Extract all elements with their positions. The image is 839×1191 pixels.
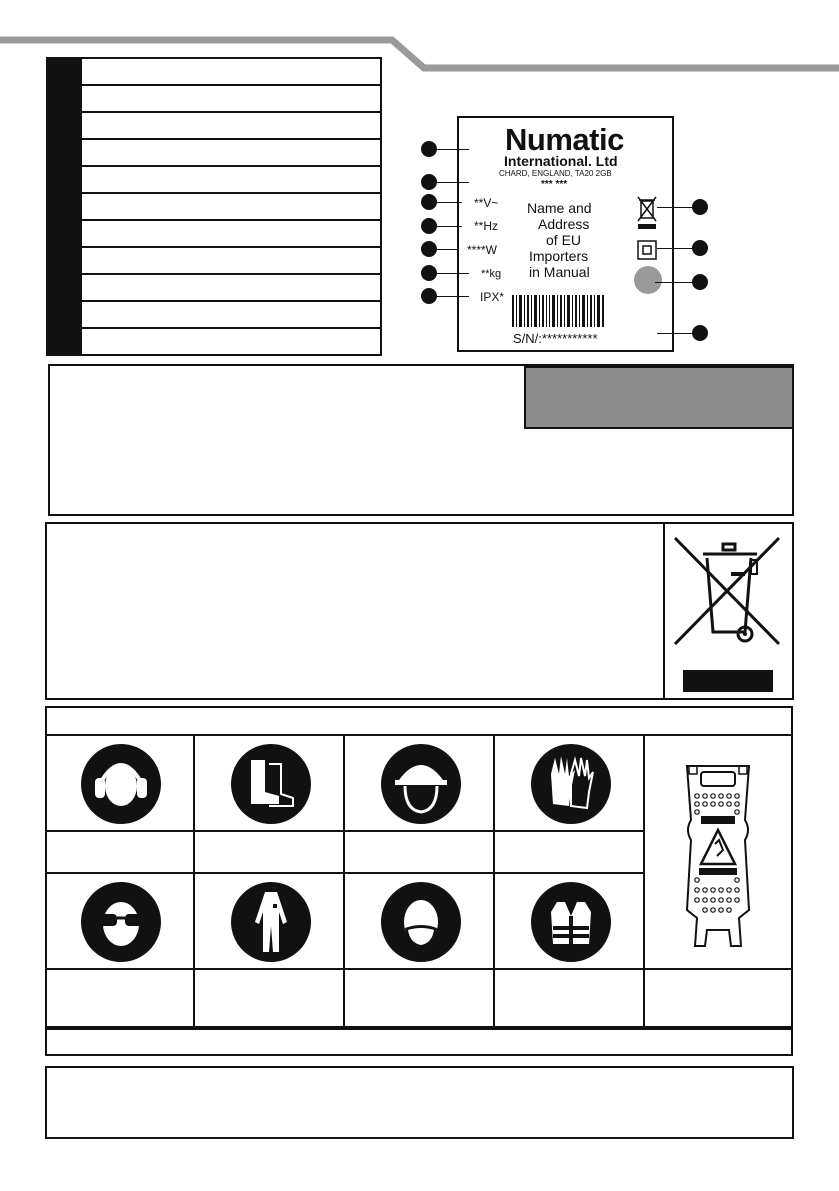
callout-marker	[692, 240, 708, 256]
coverall-icon	[231, 882, 311, 962]
callout-marker	[421, 288, 437, 304]
callout-marker	[421, 265, 437, 281]
ppe-note-row	[47, 1028, 791, 1030]
leader-line	[657, 207, 692, 208]
weight-value: **kg	[481, 268, 502, 280]
legend-row	[82, 59, 380, 86]
callout-marker	[421, 194, 437, 210]
importer-line-3: of EU	[546, 232, 582, 248]
legend-row	[82, 194, 380, 221]
weee-crossed-bin-icon	[669, 532, 787, 692]
ppe-label-cell	[195, 832, 345, 874]
legend-table	[46, 57, 382, 356]
legend-row	[82, 86, 380, 113]
ppe-label-cell	[47, 832, 195, 874]
company-address: CHARD, ENGLAND, TA20 2GB	[499, 169, 612, 178]
dust-mask-icon	[381, 882, 461, 962]
importer-line-2: Address	[538, 216, 590, 232]
double-insulation-icon	[637, 240, 657, 260]
leader-line	[657, 333, 692, 334]
legend-row	[82, 221, 380, 248]
callout-marker	[692, 325, 708, 341]
ppe-label-cell	[47, 970, 195, 1028]
certification-mark-icon	[634, 266, 662, 294]
safety-boots-icon	[231, 744, 311, 824]
voltage-value: **V~	[474, 196, 499, 210]
ear-protection-icon	[81, 744, 161, 824]
callout-marker	[421, 218, 437, 234]
leader-line	[437, 149, 469, 150]
model-code: *** ***	[541, 179, 568, 190]
ppe-label-cell	[495, 970, 645, 1028]
ppe-label-cell	[345, 970, 495, 1028]
legend-row	[82, 113, 380, 140]
eye-protection-icon	[81, 882, 161, 962]
importer-line-4: Importers	[529, 248, 589, 264]
ppe-label-cell	[645, 970, 791, 1028]
importer-line-1: Name and	[527, 200, 592, 216]
leader-line	[437, 202, 462, 203]
bottom-note-box	[45, 1066, 794, 1139]
legend-row	[82, 167, 380, 194]
power-value: ****W	[467, 243, 498, 257]
callout-marker	[421, 174, 437, 190]
frequency-value: **Hz	[474, 219, 499, 233]
legend-row	[82, 140, 380, 167]
leader-line	[655, 282, 692, 283]
brand-name: Numatic	[505, 122, 624, 157]
rating-label	[457, 116, 674, 352]
leader-line	[657, 248, 692, 249]
ppe-label-cell	[345, 832, 495, 874]
callout-marker	[421, 241, 437, 257]
company-name: International. Ltd	[504, 153, 618, 169]
barcode	[512, 295, 606, 327]
leader-line	[437, 273, 469, 274]
ppe-label-cell	[495, 832, 645, 874]
callout-marker	[421, 141, 437, 157]
weee-divider	[663, 524, 665, 698]
ppe-section	[45, 706, 793, 1056]
gloves-icon	[531, 744, 611, 824]
serial-number: S/N/:***********	[513, 331, 598, 346]
legend-row	[82, 302, 380, 329]
legend-row	[82, 329, 380, 356]
ip-rating-value: IPX*	[480, 290, 505, 304]
legend-number-column	[48, 59, 82, 354]
weee-bin-small-icon	[636, 195, 658, 231]
hard-hat-icon	[381, 744, 461, 824]
importer-line-5: in Manual	[529, 264, 590, 280]
leader-line	[437, 249, 459, 250]
callout-marker	[692, 274, 708, 290]
leader-line	[437, 226, 462, 227]
ppe-title-row	[47, 708, 791, 736]
leader-line	[437, 182, 469, 183]
section-heading-box	[524, 366, 794, 429]
hi-vis-vest-icon	[531, 882, 611, 962]
callout-marker	[692, 199, 708, 215]
wet-floor-sign-icon	[679, 760, 757, 950]
leader-line	[437, 296, 469, 297]
legend-row	[82, 275, 380, 302]
legend-row	[82, 248, 380, 275]
ppe-label-cell	[195, 970, 345, 1028]
weee-info-box	[45, 522, 794, 700]
